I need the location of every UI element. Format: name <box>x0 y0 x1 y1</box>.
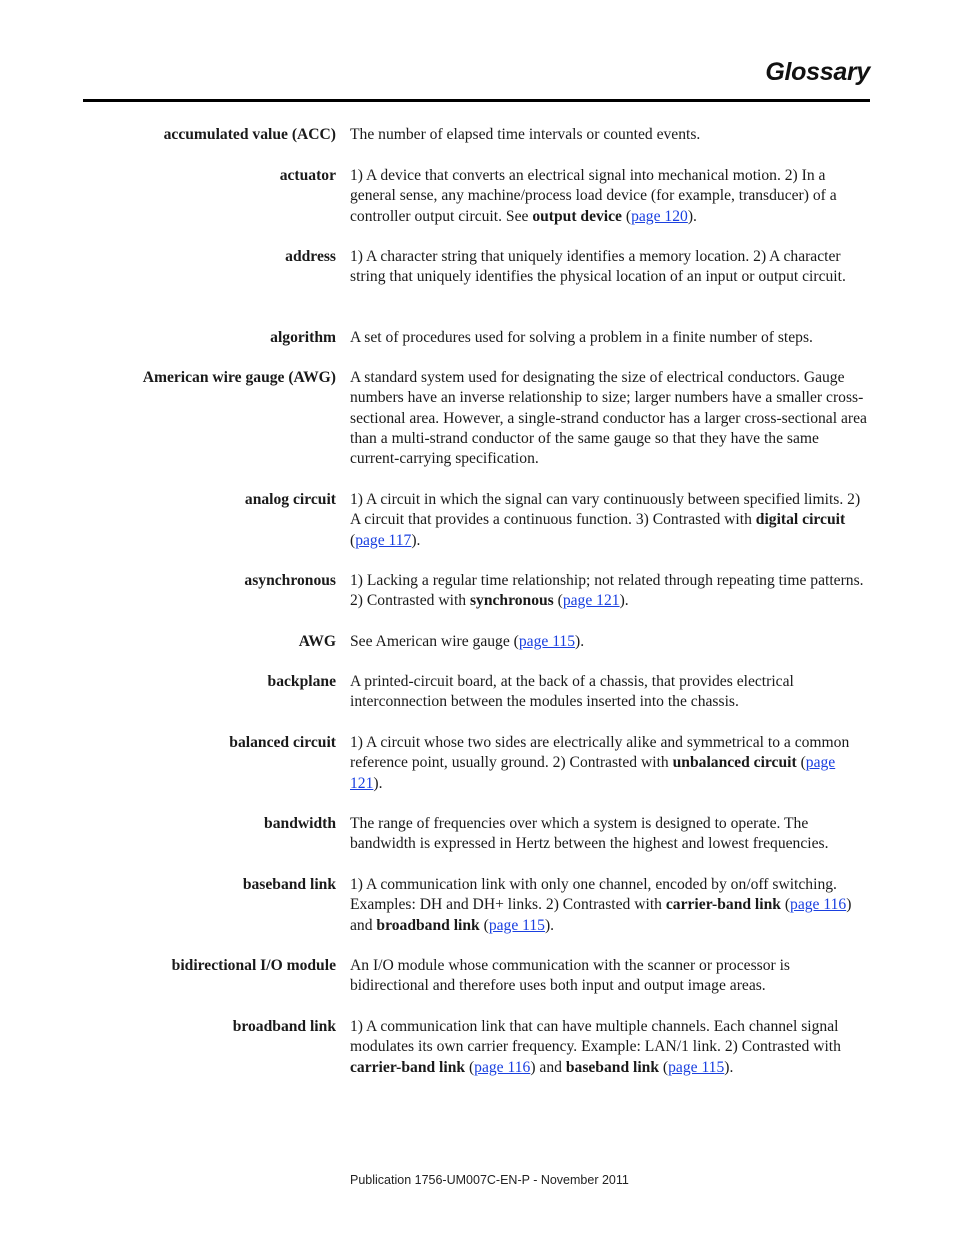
definition-text: ( <box>350 531 356 549</box>
definition-text: 1) A character string that uniquely identifies a memory location. 2) A character string that uniquely identifies the physical location of an input or output circuit. <box>350 248 846 286</box>
glossary-term: actuator <box>279 167 336 184</box>
definition-text: A standard system used for designating the size of electrical conductors. Gauge numbers have an inverse relationship to size; larger numbers have a smaller cross-sectional area. However, a single-strand conductor has a larger cross-sectional area than a multi-strand conductor of the same gauge so that they have the same current-carrying specification. <box>350 369 867 468</box>
definition-text: 1) A communication link with only one channel, encoded by on/off switching. Examples: DH and DH+ links. 2) Contrasted with <box>350 876 837 914</box>
definition-text: 1) A communication link that can have multiple channels. Each channel signal modulates its own carrier frequency. Example: LAN/1 link. 2) Contrasted with <box>350 1018 841 1056</box>
definition-text: ( <box>780 896 791 914</box>
definition-text: A printed-circuit board, at the back of a chassis, that provides electrical interconnection between the modules inserted into the chassis. <box>350 673 794 711</box>
glossary-definition <box>350 672 870 713</box>
glossary-definition <box>350 490 870 551</box>
page-title: Glossary <box>765 58 870 86</box>
glossary-definition <box>350 956 870 997</box>
publication-footer: Publication 1756-UM007C-EN-P - November 2011 <box>350 1173 629 1187</box>
definition-text: ( <box>479 916 489 934</box>
definition-text: 1) Lacking a regular time relationship; not related through repeating time patterns. 2) Contrasted with <box>350 572 864 610</box>
cross-reference-term: output device <box>532 207 622 225</box>
glossary-term: address <box>285 248 336 265</box>
glossary-definition <box>350 632 870 652</box>
glossary-definition <box>350 247 870 288</box>
cross-reference-term: digital circuit <box>755 511 846 529</box>
definition-text: ( <box>553 592 563 610</box>
definition-text: A set of procedures used for solving a problem in a finite number of steps. <box>350 329 813 346</box>
cross-reference-term: broadband link <box>376 916 480 934</box>
cross-reference-term: unbalanced circuit <box>672 754 797 772</box>
glossary-term: algorithm <box>270 329 336 346</box>
glossary-term: bandwidth <box>264 815 336 832</box>
glossary-term: broadband link <box>232 1018 336 1035</box>
page-reference-link[interactable]: page 115 <box>488 916 545 934</box>
glossary-definition <box>350 571 870 612</box>
cross-reference-term: carrier-band link <box>350 1058 466 1076</box>
glossary-definition <box>350 875 870 936</box>
page-reference-link[interactable]: page 116 <box>474 1058 531 1076</box>
page-reference-link[interactable]: page 121 <box>350 754 836 792</box>
definition-text: 1) A circuit in which the signal can vary continuously between specified limits. 2) A circuit that provides a continuous function. 3) Contrasted with <box>350 491 861 529</box>
glossary-term: asynchronous <box>244 572 336 589</box>
page-reference-link[interactable]: page 120 <box>631 207 688 225</box>
page-reference-link[interactable]: page 116 <box>790 896 847 914</box>
definition-text: The range of frequencies over which a system is designed to operate. The bandwidth is expressed in Hertz between the highest and lowest frequencies. <box>350 815 829 853</box>
definition-text: ). <box>687 207 697 225</box>
definition-text: ( <box>659 1058 669 1076</box>
definition-text: ). <box>619 592 629 610</box>
cross-reference-term: baseband link <box>565 1058 660 1076</box>
glossary-term: backplane <box>267 673 336 690</box>
definition-text: ) and <box>350 896 852 934</box>
definition-text: ). <box>575 633 585 650</box>
glossary-definition <box>350 1017 870 1078</box>
definition-text: 1) A circuit whose two sides are electrically alike and symmetrical to a common reference point, usually ground. 2) Contrasted with <box>350 734 850 772</box>
cross-reference-term: carrier-band link <box>665 896 781 914</box>
definition-text: ) and <box>530 1058 566 1076</box>
page-reference-link[interactable]: page 121 <box>562 592 620 610</box>
glossary-definition <box>350 814 870 855</box>
glossary-term: AWG <box>298 633 336 650</box>
definition-text: ). <box>373 774 383 792</box>
glossary-term: American wire gauge (AWG) <box>142 369 336 386</box>
definition-text: ( <box>621 207 632 225</box>
glossary-term: baseband link <box>242 876 336 893</box>
glossary-term: analog circuit <box>244 491 336 508</box>
cross-reference-term: synchronous <box>469 592 554 610</box>
glossary-term: bidirectional I/O module <box>171 957 336 974</box>
definition-text: An I/O module whose communication with the scanner or processor is bidirectional and therefore uses both input and output image areas. <box>350 957 790 995</box>
glossary-term: balanced circuit <box>229 734 336 751</box>
definition-text: See American wire gauge ( <box>350 633 519 650</box>
definition-text: The number of elapsed time intervals or counted events. <box>350 126 701 143</box>
glossary-definition <box>350 166 870 227</box>
page-reference-link[interactable]: page 117 <box>355 531 412 549</box>
definition-text: ( <box>465 1058 475 1076</box>
page-reference-link[interactable]: page 115 <box>668 1058 725 1076</box>
page-reference-link[interactable]: page 115 <box>518 633 576 650</box>
title-rule <box>83 99 870 102</box>
definition-text: 1) A device that converts an electrical signal into mechanical motion. 2) In a general sense, any machine/process load device (for example, transducer) of a controller output circuit. See <box>350 167 837 225</box>
glossary-definition <box>350 368 870 469</box>
glossary-term: accumulated value (ACC) <box>163 126 336 143</box>
definition-text: ( <box>796 754 806 772</box>
glossary-definition <box>350 733 870 794</box>
definition-text: ). <box>544 916 555 934</box>
definition-text: ). <box>724 1058 734 1076</box>
glossary-definition <box>350 125 870 145</box>
definition-text: ). <box>411 531 421 549</box>
glossary-definition <box>350 328 870 348</box>
